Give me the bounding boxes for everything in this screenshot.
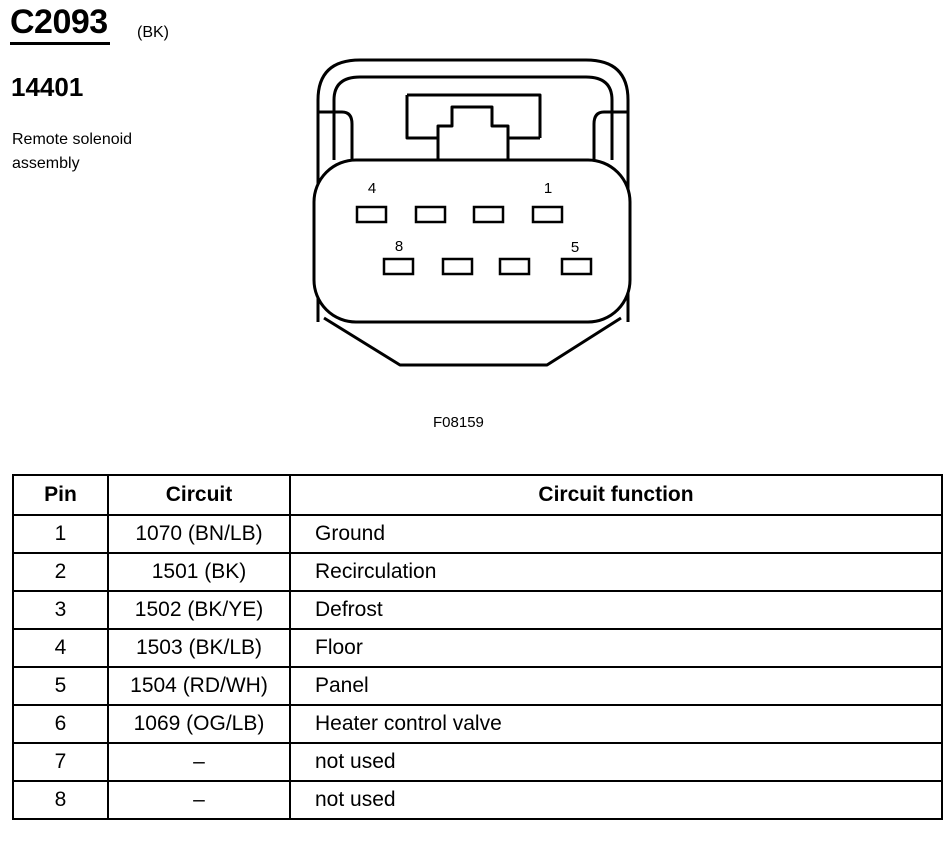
column-header-function: Circuit function	[290, 475, 942, 515]
circuit-cell: 1503 (BK/LB)	[108, 629, 290, 667]
pin-cell: 1	[13, 515, 108, 553]
function-cell: Recirculation	[290, 553, 942, 591]
table-header-row	[13, 475, 942, 515]
table-row	[13, 591, 942, 629]
latch-frame	[407, 95, 540, 138]
column-header-circuit: Circuit	[108, 475, 290, 515]
pinout-table	[12, 474, 943, 820]
circuit-cell: –	[108, 743, 290, 781]
function-cell: Heater control valve	[290, 705, 942, 743]
table-row	[13, 553, 942, 591]
pin-cell: 6	[13, 705, 108, 743]
circuit-cell: –	[108, 781, 290, 819]
component-description: Remote solenoid assembly	[12, 131, 133, 172]
pin-cell: 3	[13, 591, 108, 629]
connector-color-code: (BK)	[137, 24, 169, 41]
circuit-cell: 1069 (OG/LB)	[108, 705, 290, 743]
connector-front-face	[314, 160, 630, 322]
pin-label-5: 5	[570, 239, 580, 256]
function-cell: Floor	[290, 629, 942, 667]
table-row	[13, 781, 942, 819]
pin-cell: 2	[13, 553, 108, 591]
circuit-cell: 1501 (BK)	[108, 553, 290, 591]
pin-cell: 4	[13, 629, 108, 667]
pin-2-socket	[474, 207, 503, 222]
circuit-cell: 1070 (BN/LB)	[108, 515, 290, 553]
pin-cell: 5	[13, 667, 108, 705]
pin-1-socket	[533, 207, 562, 222]
function-cell: not used	[290, 781, 942, 819]
circuit-cell: 1502 (BK/YE)	[108, 591, 290, 629]
pin-cell: 8	[13, 781, 108, 819]
table-row	[13, 629, 942, 667]
connector-id: C2093	[10, 2, 110, 45]
pin-cell: 7	[13, 743, 108, 781]
function-cell: not used	[290, 743, 942, 781]
pin-label-4: 4	[367, 180, 377, 197]
connector-inner-arch	[334, 77, 612, 160]
column-header-pin: Pin	[13, 475, 108, 515]
table-row	[13, 743, 942, 781]
pin-4-socket	[357, 207, 386, 222]
table-row	[13, 667, 942, 705]
function-cell: Panel	[290, 667, 942, 705]
circuit-cell: 1504 (RD/WH)	[108, 667, 290, 705]
function-cell: Ground	[290, 515, 942, 553]
pin-3-socket	[416, 207, 445, 222]
pin-7-socket	[443, 259, 472, 274]
pin-5-socket	[562, 259, 591, 274]
table-row	[13, 515, 942, 553]
pin-label-8: 8	[394, 238, 404, 255]
pin-8-socket	[384, 259, 413, 274]
pin-label-1: 1	[543, 180, 553, 197]
part-number: 14401	[11, 72, 84, 102]
connector-lower-guide	[324, 318, 621, 365]
pin-6-socket	[500, 259, 529, 274]
figure-id: F08159	[433, 414, 484, 431]
function-cell: Defrost	[290, 591, 942, 629]
table-row	[13, 705, 942, 743]
